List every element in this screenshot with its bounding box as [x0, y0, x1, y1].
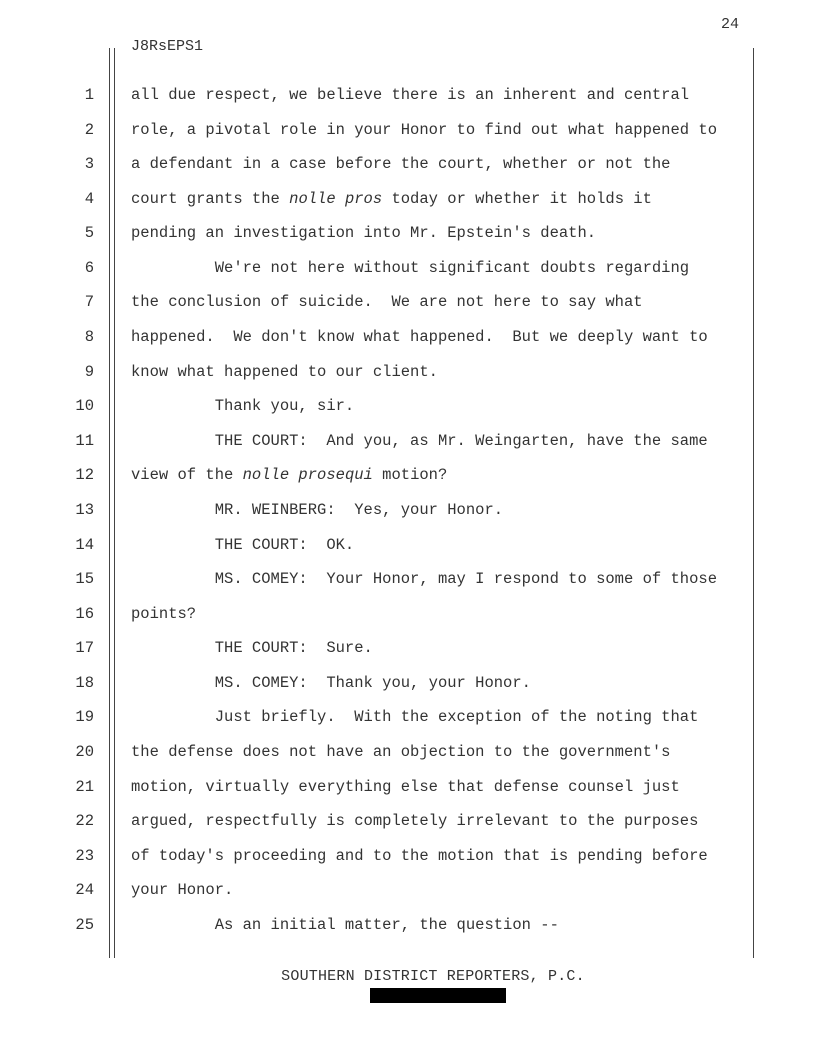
line-number: 21 — [75, 777, 94, 796]
left-margin-rule-inner — [114, 48, 115, 958]
text-segment: MS. COMEY: Thank you, your Honor. — [131, 673, 531, 692]
left-margin-rule-outer — [109, 48, 110, 958]
transcript-line — [131, 258, 689, 278]
text-segment: role, a pivotal role in your Honor to find out what happened to — [131, 120, 717, 139]
transcript-line — [131, 327, 708, 347]
transcript-line — [131, 673, 531, 693]
text-segment: motion? — [372, 466, 448, 485]
transcript-line — [131, 431, 708, 451]
transcript-line — [131, 500, 503, 520]
text-segment: a defendant in a case before the court, whether or not the — [131, 155, 671, 174]
transcript-line — [131, 707, 698, 727]
text-segment: the defense does not have an objection to the government's — [131, 743, 671, 762]
line-number: 9 — [84, 362, 94, 381]
line-number: 20 — [75, 743, 94, 762]
redaction-bar — [370, 988, 506, 1003]
text-segment: THE COURT: OK. — [131, 535, 355, 554]
text-segment: your Honor. — [131, 881, 234, 900]
transcript-line — [131, 362, 438, 382]
text-segment: Thank you, sir. — [131, 397, 355, 416]
text-segment: all due respect, we believe there is an inherent and central — [131, 86, 690, 104]
transcript-line — [131, 742, 671, 762]
transcript-line — [131, 569, 717, 589]
text-segment: THE COURT: And you, as Mr. Weingarten, have the same — [131, 431, 708, 450]
line-number: 12 — [75, 466, 94, 485]
line-number: 11 — [75, 431, 94, 450]
transcript-line — [131, 880, 233, 900]
text-segment: We're not here without significant doubts regarding — [131, 258, 690, 277]
line-number: 18 — [75, 673, 94, 692]
line-number: 8 — [84, 328, 94, 347]
line-number: 3 — [84, 155, 94, 174]
text-segment: pending an investigation into Mr. Epstein's death. — [131, 224, 597, 243]
text-segment: the conclusion of suicide. We are not here to say what — [131, 293, 643, 312]
text-segment: know what happened to our client. — [131, 362, 438, 381]
transcript-line — [131, 777, 680, 797]
page-number: 24 — [720, 16, 739, 33]
transcript-line — [131, 465, 447, 485]
text-segment: Just briefly. With the exception of the noting that — [131, 708, 699, 727]
line-number: 19 — [75, 708, 94, 727]
text-segment: MR. WEINBERG: Yes, your Honor. — [131, 500, 504, 519]
transcript-line — [131, 535, 354, 555]
line-number: 10 — [75, 397, 94, 416]
transcript-line — [131, 396, 354, 416]
text-segment: As an initial matter, the question -- — [131, 915, 559, 934]
right-margin-rule — [753, 48, 754, 958]
transcript-line — [131, 811, 698, 831]
text-segment: points? — [131, 604, 197, 623]
transcript-line — [131, 189, 652, 209]
line-number: 2 — [84, 120, 94, 139]
case-code: J8RsEPS1 — [131, 38, 204, 55]
transcript-line — [131, 604, 196, 624]
line-number: 16 — [75, 604, 94, 623]
text-segment: motion, virtually everything else that defense counsel just — [131, 777, 680, 796]
transcript-line — [131, 292, 643, 312]
transcript-line — [131, 638, 373, 658]
line-number: 7 — [84, 293, 94, 312]
line-number: 17 — [75, 639, 94, 658]
text-segment: view of the — [131, 466, 243, 485]
line-number: 4 — [84, 189, 94, 208]
line-number: 1 — [84, 86, 94, 104]
text-segment: of today's proceeding and to the motion that is pending before — [131, 846, 708, 865]
text-segment: happened. We don't know what happened. But we deeply want to — [131, 328, 708, 347]
transcript-line — [131, 846, 708, 866]
text-segment: MS. COMEY: Your Honor, may I respond to some of those — [131, 570, 717, 589]
transcript-line — [131, 120, 717, 140]
line-number: 22 — [75, 812, 94, 831]
transcript-line — [131, 915, 559, 935]
line-number: 23 — [75, 846, 94, 865]
transcript-line — [131, 85, 689, 105]
line-number: 24 — [75, 881, 94, 900]
line-number: 13 — [75, 500, 94, 519]
text-segment: THE COURT: Sure. — [131, 639, 373, 658]
text-segment: today or whether it holds it — [382, 189, 652, 208]
line-number: 6 — [84, 258, 94, 277]
transcript-line — [131, 154, 671, 174]
text-segment: court grants the — [131, 189, 290, 208]
line-number: 14 — [75, 535, 94, 554]
line-number: 25 — [75, 915, 94, 934]
line-number: 5 — [84, 224, 94, 243]
italic-term: nolle prosequi — [242, 466, 373, 485]
italic-term: nolle pros — [289, 189, 383, 208]
text-segment: argued, respectfully is completely irrelevant to the purposes — [131, 812, 699, 831]
footer-reporter: SOUTHERN DISTRICT REPORTERS, P.C. — [281, 968, 585, 985]
transcript-line — [131, 223, 596, 243]
line-number: 15 — [75, 570, 94, 589]
